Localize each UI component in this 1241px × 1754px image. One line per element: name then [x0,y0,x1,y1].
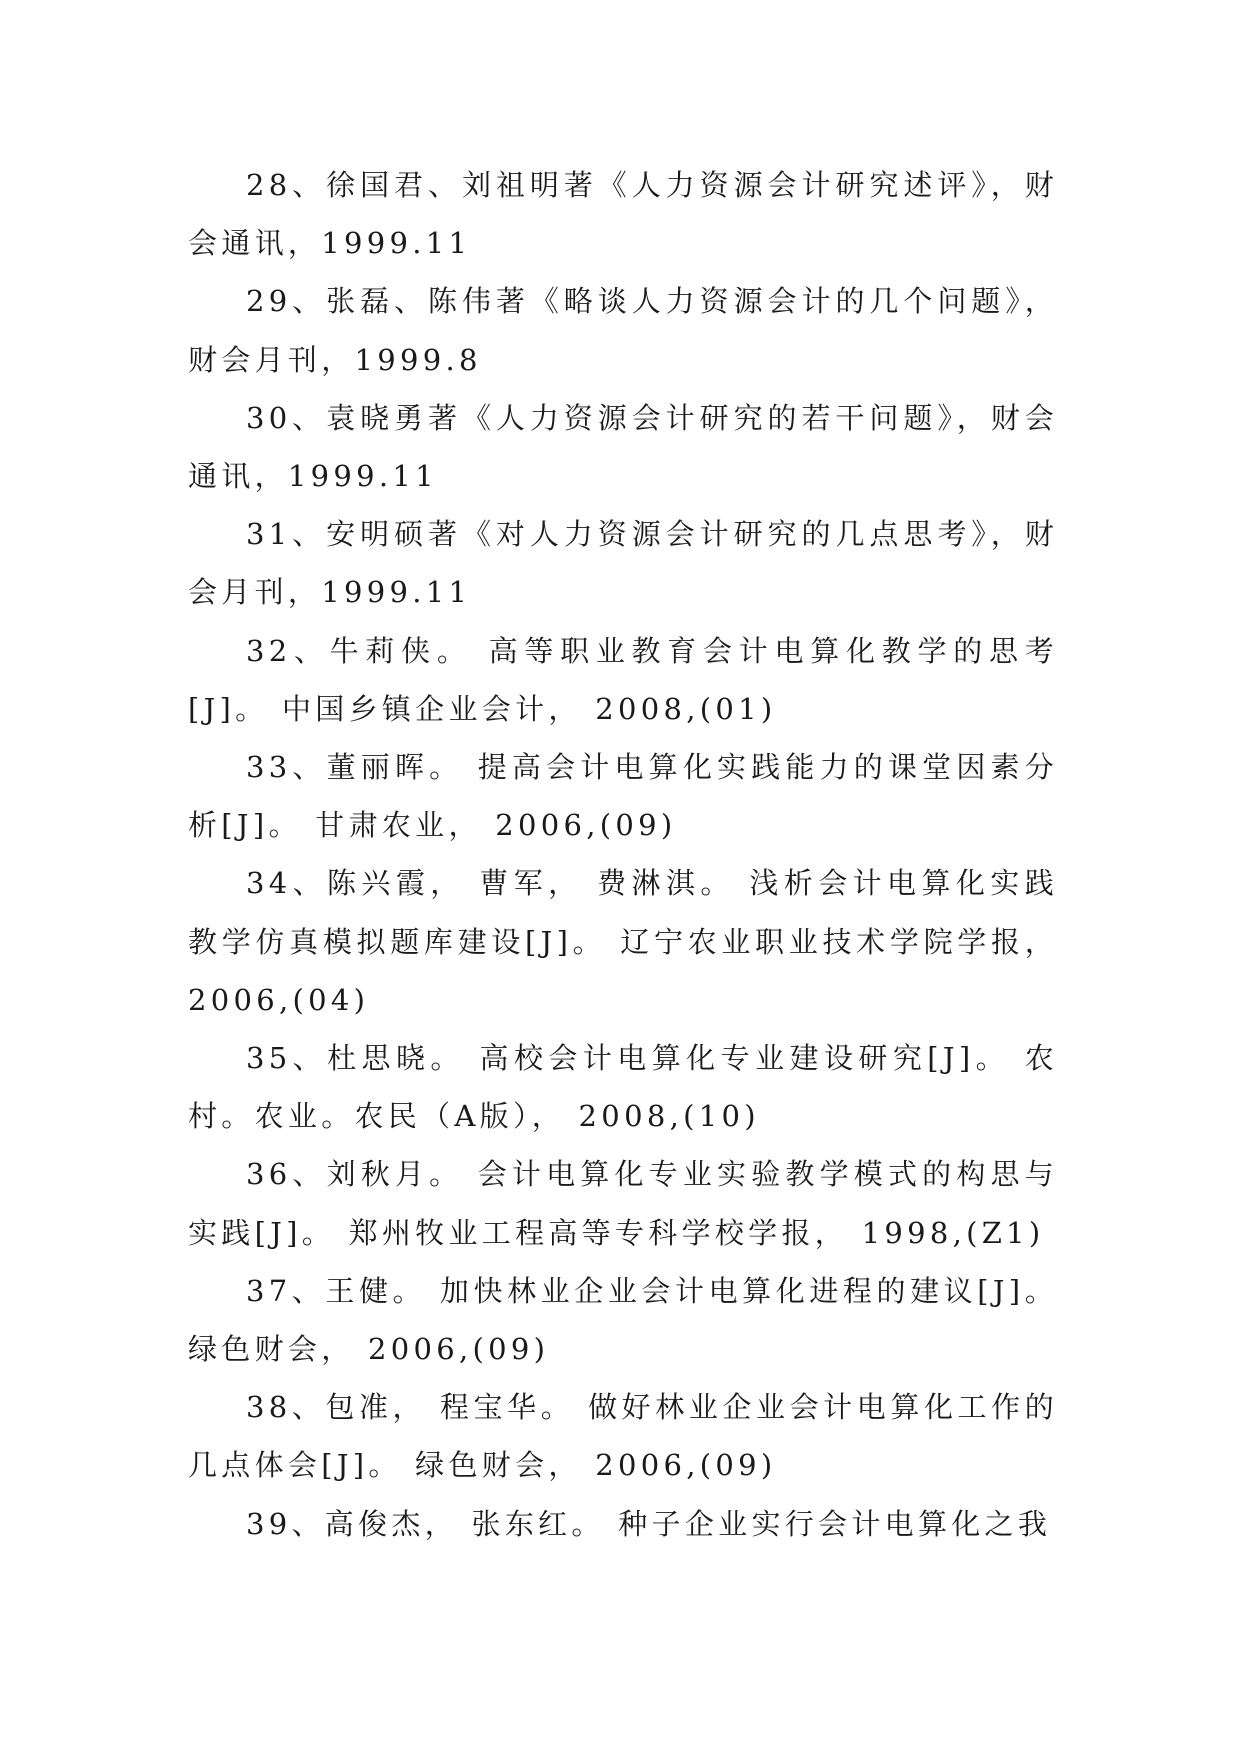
reference-item-30: 30、袁晓勇著《人力资源会计研究的若干问题》，财会通讯，1999.11 [188,400,1058,494]
reference-item-32: 32、牛莉侠。 高等职业教育会计电算化教学的思考[J]。 中国乡镇企业会计， 2008,(01) [188,633,1058,726]
reference-list [188,156,1058,1553]
reference-item-31: 31、安明硕著《对人力资源会计研究的几点思考》，财会月刊，1999.11 [188,517,1058,610]
reference-item-37: 37、王健。 加快林业企业会计电算化进程的建议[J]。绿色财会， 2006,(09) [188,1273,1058,1367]
reference-item-28: 28、徐国君、刘祖明著《人力资源会计研究述评》，财会通讯，1999.11 [188,168,1058,261]
reference-item-34: 34、陈兴霞， 曹军， 费淋淇。 浅析会计电算化实践教学仿真模拟题库建设[J]。 辽宁农业职业技术学院学报， 2006,(04) [188,866,1058,1017]
reference-item-35: 35、杜思晓。 高校会计电算化专业建设研究[J]。 农村。农业。农民（A版）， 2008,(10) [188,1041,1058,1134]
reference-item-39: 39、高俊杰， 张东红。 种子企业实行会计电算化之我 [246,1506,1052,1541]
reference-item-38: 38、包准， 程宝华。 做好林业企业会计电算化工作的几点体会[J]。 绿色财会， 2006,(09) [188,1390,1058,1483]
reference-item-29: 29、张磊、陈伟著《略谈人力资源会计的几个问题》，财会月刊，1999.8 [188,284,1058,377]
reference-item-33: 33、董丽晖。 提高会计电算化实践能力的课堂因素分析[J]。 甘肃农业， 2006,(09) [188,750,1058,843]
reference-item-36: 36、刘秋月。 会计电算化专业实验教学模式的构思与实践[J]。 郑州牧业工程高等专科学校学报， 1998,(Z1) [188,1157,1058,1250]
